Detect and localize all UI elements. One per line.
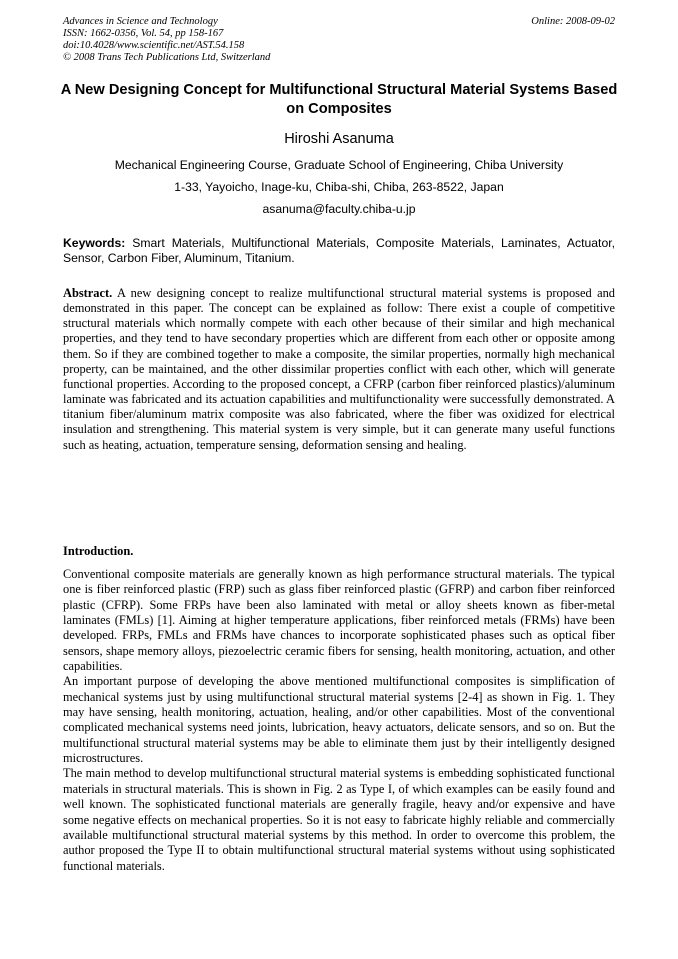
journal-doi: doi:10.4028/www.scientific.net/AST.54.158 [63,40,245,51]
keywords-label: Keywords: [63,236,126,250]
journal-issn: ISSN: 1662-0356, Vol. 54, pp 158-167 [63,28,224,39]
paper-title: A New Designing Concept for Multifunctional Structural Material Systems Based on Composites [60,82,618,117]
journal-name: Advances in Science and Technology [63,16,218,27]
author-name: Hiroshi Asanuma [284,131,394,147]
introduction-heading: Introduction. [63,544,134,558]
journal-copyright: © 2008 Trans Tech Publications Ltd, Switzerland [63,52,271,63]
author-address: 1-33, Yayoicho, Inage-ku, Chiba-shi, Chiba, 263-8522, Japan [174,180,504,194]
intro-paragraph: An important purpose of developing the above mentioned multifunctional composites is simplification of mechanical systems just by using multifunctional structural material systems [2-4] as shown in Fig. 1. They may have sensing, health monitoring, actuation, healing, and/or other capabilities. Most of the conventional complicated mechanical systems need joints, lubrication, heavy actuators, delicate sensors, and so on. But the multifunctional structural material systems may be able to eliminate them just by their intelligently designed microstructures. [63,674,615,766]
keywords-text: Smart Materials, Multifunctional Materials, Composite Materials, Laminates, Actuator, Sensor, Carbon Fiber, Aluminum, Titanium. [63,236,615,265]
journal-header [63,16,615,64]
keywords-block [63,236,615,266]
abstract-label: Abstract. [63,286,113,300]
intro-paragraph: Conventional composite materials are generally known as high performance structural materials. The typical one is fiber reinforced plastic (FRP) such as glass fiber reinforced plastic (GFRP) and carbon fiber reinforced plastic (CFRP). Some FRPs have been also laminated with metal or alloy sheets known as fiber-metal laminates (FMLs) [1]. Aiming at higher temperature applications, fiber reinforced metals (FRMs) have been developed. FRPs, FMLs and FRMs have chances to incorporate sophisticated phases such as optical fiber sensors, shape memory alloys, piezoelectric ceramic fibers for sensing, health monitoring, actuation, and other capabilities. [63,567,615,674]
intro-paragraph: The main method to develop multifunctional structural material systems is embedding sophisticated functional materials in structural materials. This is shown in Fig. 2 as Type I, of which examples can be easily found and well known. The sophisticated functional materials are generally fragile, heavy and/or expensive and have some negative effects on mechanical properties. So it is not easy to fabricate highly reliable and commercially available multifunctional structural material systems by this method. In order to overcome this problem, the author proposed the Type II to obtain multifunctional structural material systems without using sophisticated functional materials. [63,766,615,873]
abstract-text: A new designing concept to realize multifunctional structural material systems is proposed and demonstrated in this paper. The concept can be explained as follow: There exist a couple of competitive structural materials which normally compete with each other because of their similar and high mechanical properties, and they tend to have secondary properties which are different from each other or opposite among them. So if they are combined together to make a composite, the similar properties, normally high mechanical property, can be maintained, and the other dissimilar properties conflict with each other, which will generate functional properties. According to the proposed concept, a CFRP (carbon fiber reinforced plastics)/aluminum laminate was fabricated and its actuation capabilities and multifunctionality were successfully demonstrated. A titanium fiber/aluminum matrix composite was also fabricated, where the fiber was oxidized for electrical insulation and strengthening. This material system is very simple, but it can generate many useful functions such as heating, actuation, temperature sensing, deformation sensing and healing. [63,286,615,452]
introduction-body [63,567,615,874]
online-date: Online: 2008-09-02 [531,16,615,27]
author-email: asanuma@faculty.chiba-u.jp [262,202,416,216]
abstract-block [63,286,615,453]
author-affiliation: Mechanical Engineering Course, Graduate School of Engineering, Chiba University [114,158,564,172]
